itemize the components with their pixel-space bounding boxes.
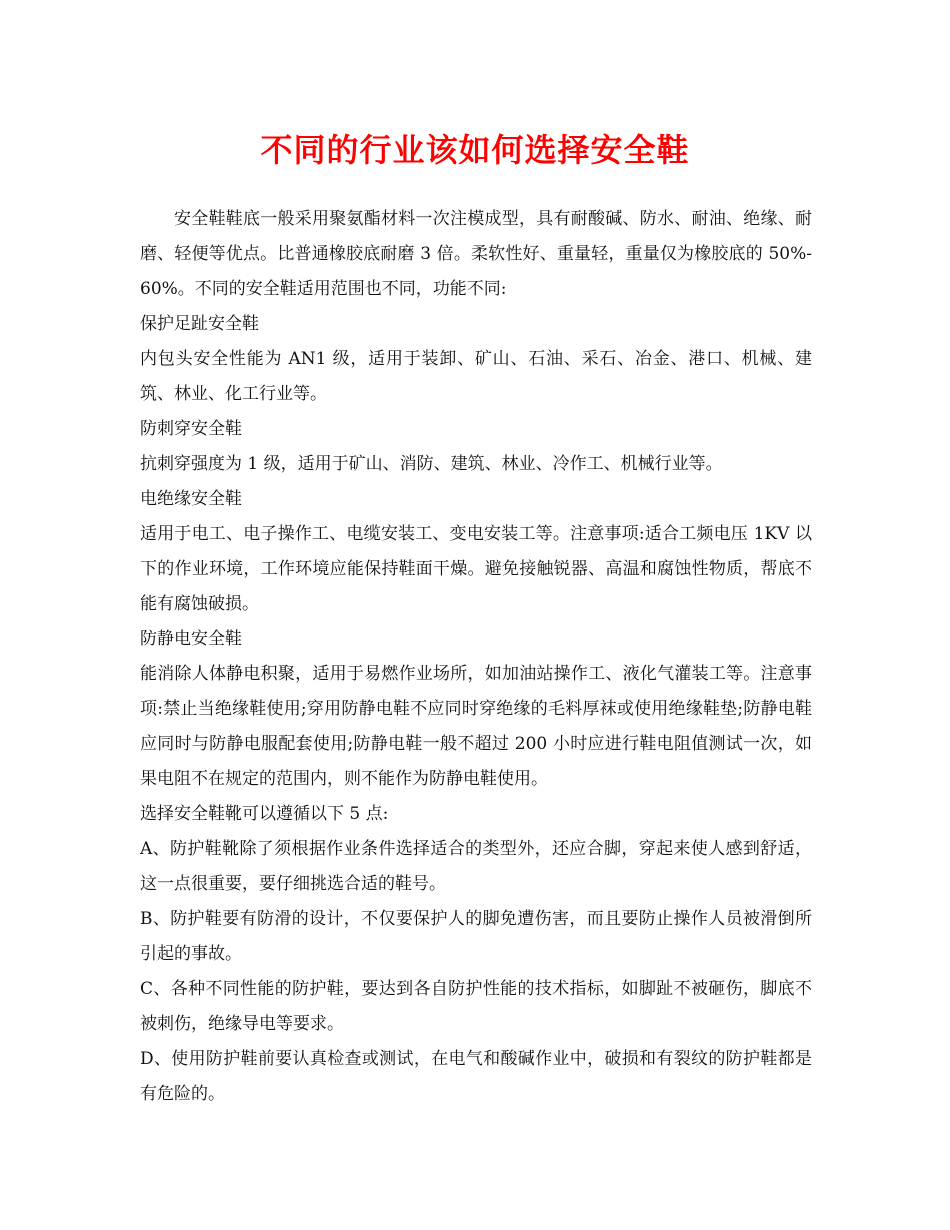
toe-protection-paragraph: 内包头安全性能为 AN1 级，适用于装卸、矿山、石油、采石、冶金、港口、机械、建筑、林业、化工行业等。 [140, 349, 812, 404]
selection-point-c: C、各种不同性能的防护鞋，要达到各自防护性能的技术指标，如脚趾不被砸伤，脚底不被刺伤，绝缘导电等要求。 [140, 979, 812, 1034]
document-body [140, 202, 812, 1112]
section-heading-antistatic: 防静电安全鞋 [140, 629, 242, 649]
section-heading-electrical-insulation: 电绝缘安全鞋 [140, 489, 242, 509]
section-heading-puncture-resistant: 防刺穿安全鞋 [140, 419, 242, 439]
selection-point-b: B、防护鞋要有防滑的设计，不仅要保护人的脚免遭伤害，而且要防止操作人员被滑倒所引起的事故。 [140, 909, 812, 964]
page-title: 不同的行业该如何选择安全鞋 [260, 131, 690, 169]
intro-paragraph: 安全鞋鞋底一般采用聚氨酯材料一次注模成型，具有耐酸碱、防水、耐油、绝缘、耐磨、轻便等优点。比普通橡胶底耐磨 3 倍。柔软性好、重量轻，重量仅为橡胶底的 50%-60%。不同的安全鞋适用范围也不同，功能不同: [140, 209, 812, 299]
puncture-resistant-paragraph: 抗刺穿强度为 1 级，适用于矿山、消防、建筑、林业、冷作工、机械行业等。 [140, 454, 723, 474]
antistatic-paragraph: 能消除人体静电积聚，适用于易燃作业场所，如加油站操作工、液化气灌装工等。注意事项:禁止当绝缘鞋使用;穿用防静电鞋不应同时穿绝缘的毛料厚袜或使用绝缘鞋垫;防静电鞋应同时与防静电服配套使用;防静电鞋一般不超过 200 小时应进行鞋电阻值测试一次，如果电阻不在规定的范围内，则不能作为防静电鞋使用。 [140, 664, 812, 789]
section-heading-toe-protection: 保护足趾安全鞋 [140, 314, 259, 334]
selection-intro: 选择安全鞋靴可以遵循以下 5 点: [140, 804, 389, 824]
selection-point-d: D、使用防护鞋前要认真检查或测试，在电气和酸碱作业中，破损和有裂纹的防护鞋都是有危险的。 [140, 1049, 812, 1104]
selection-point-a: A、防护鞋靴除了须根据作业条件选择适合的类型外，还应合脚，穿起来使人感到舒适，这一点很重要，要仔细挑选合适的鞋号。 [140, 839, 812, 894]
electrical-insulation-paragraph: 适用于电工、电子操作工、电缆安装工、变电安装工等。注意事项:适合工频电压 1KV 以下的作业环境，工作环境应能保持鞋面干燥。避免接触锐器、高温和腐蚀性物质，帮底不能有腐蚀破损。 [140, 524, 812, 614]
